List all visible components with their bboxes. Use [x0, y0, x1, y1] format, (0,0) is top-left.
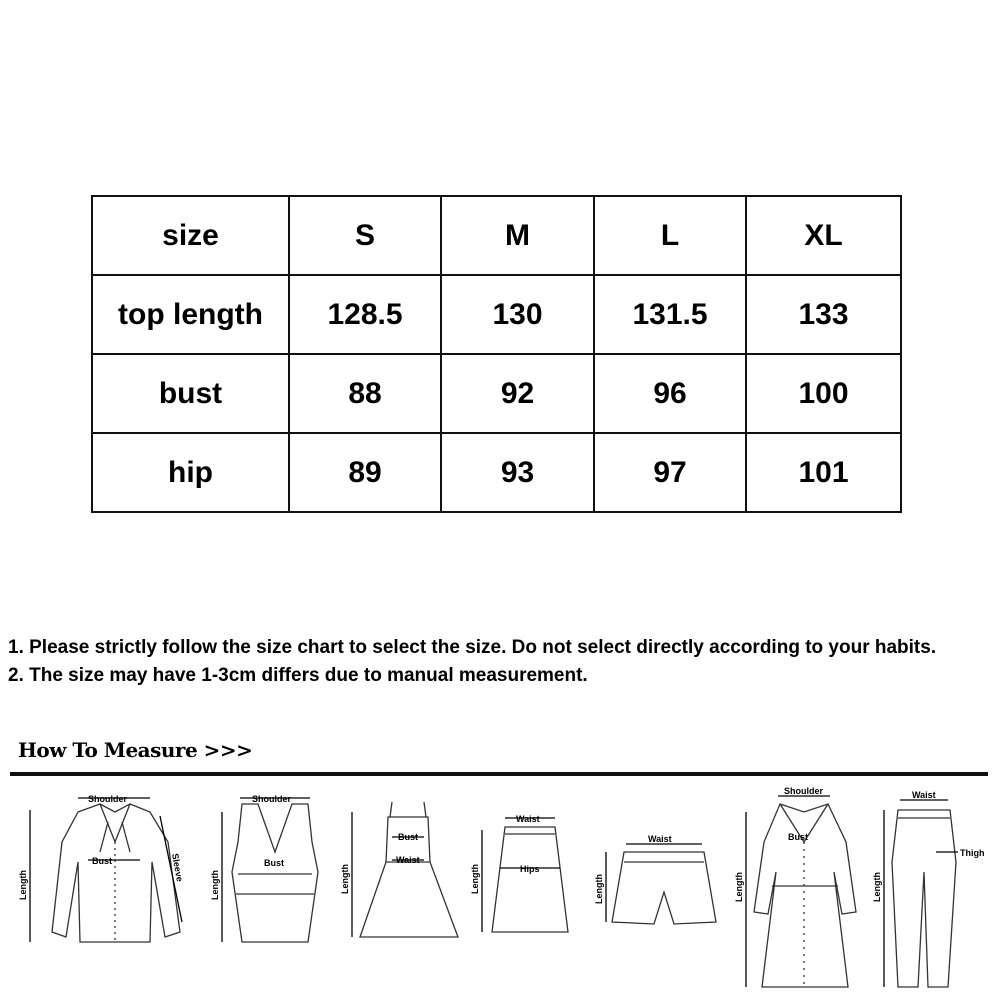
table-cell: 93 [441, 433, 594, 512]
note-2: 2. The size may have 1-3cm differs due to manual measurement. [8, 665, 588, 686]
table-cell: 97 [594, 433, 746, 512]
table-cell: 88 [289, 354, 441, 433]
table-row [92, 275, 901, 354]
diagram-label: Length [210, 870, 220, 900]
skirt-figure [470, 814, 568, 932]
diagram-label: Length [470, 864, 480, 894]
diagram-label: Bust [92, 856, 112, 866]
diagram-label: Shoulder [784, 786, 824, 796]
diagram-label: Length [18, 870, 28, 900]
table-cell: size [92, 196, 289, 275]
coat-figure [734, 786, 856, 987]
diagram-label: Bust [398, 832, 418, 842]
pants-figure [872, 790, 985, 987]
shorts-figure [594, 834, 716, 924]
diagram-label: Sleeve [170, 852, 185, 883]
table-cell: 96 [594, 354, 746, 433]
table-cell: XL [746, 196, 901, 275]
tank-top-figure [210, 794, 318, 942]
table-cell: 133 [746, 275, 901, 354]
diagram-label: Length [872, 872, 882, 902]
diagram-label: Waist [516, 814, 540, 824]
how-to-measure-section [0, 728, 1000, 1000]
diagram-label: Waist [648, 834, 672, 844]
blouse-figure [18, 794, 185, 942]
table-cell: L [594, 196, 746, 275]
table-cell: 131.5 [594, 275, 746, 354]
table-cell: 130 [441, 275, 594, 354]
table-cell: 89 [289, 433, 441, 512]
diagram-label: Shoulder [88, 794, 128, 804]
table-cell: M [441, 196, 594, 275]
table-cell: bust [92, 354, 289, 433]
divider [10, 772, 988, 776]
diagram-label: Bust [264, 858, 284, 868]
diagram-label: Thigh [960, 848, 985, 858]
how-to-measure-title: How To Measure >>> [18, 738, 253, 762]
diagram-label: Bust [788, 832, 808, 842]
diagram-label: Waist [912, 790, 936, 800]
table-header-row [92, 196, 901, 275]
diagram-label: Hips [520, 864, 540, 874]
diagram-label: Length [594, 874, 604, 904]
table-row [92, 433, 901, 512]
table-row [92, 354, 901, 433]
table-cell: 92 [441, 354, 594, 433]
table-cell: top length [92, 275, 289, 354]
note-1: 1. Please strictly follow the size chart to select the size. Do not select directly according to your habits. [8, 637, 937, 658]
diagram-label: Shoulder [252, 794, 292, 804]
diagram-label: Waist [396, 855, 420, 865]
size-notes [8, 634, 993, 690]
table-cell: S [289, 196, 441, 275]
table-cell: 101 [746, 433, 901, 512]
diagram-label: Length [340, 864, 350, 894]
table-cell: 128.5 [289, 275, 441, 354]
table-cell: 100 [746, 354, 901, 433]
measurement-diagrams [0, 782, 1000, 1000]
diagram-label: Length [734, 872, 744, 902]
size-chart-table [91, 195, 902, 513]
dress-figure [340, 802, 458, 937]
table-cell: hip [92, 433, 289, 512]
